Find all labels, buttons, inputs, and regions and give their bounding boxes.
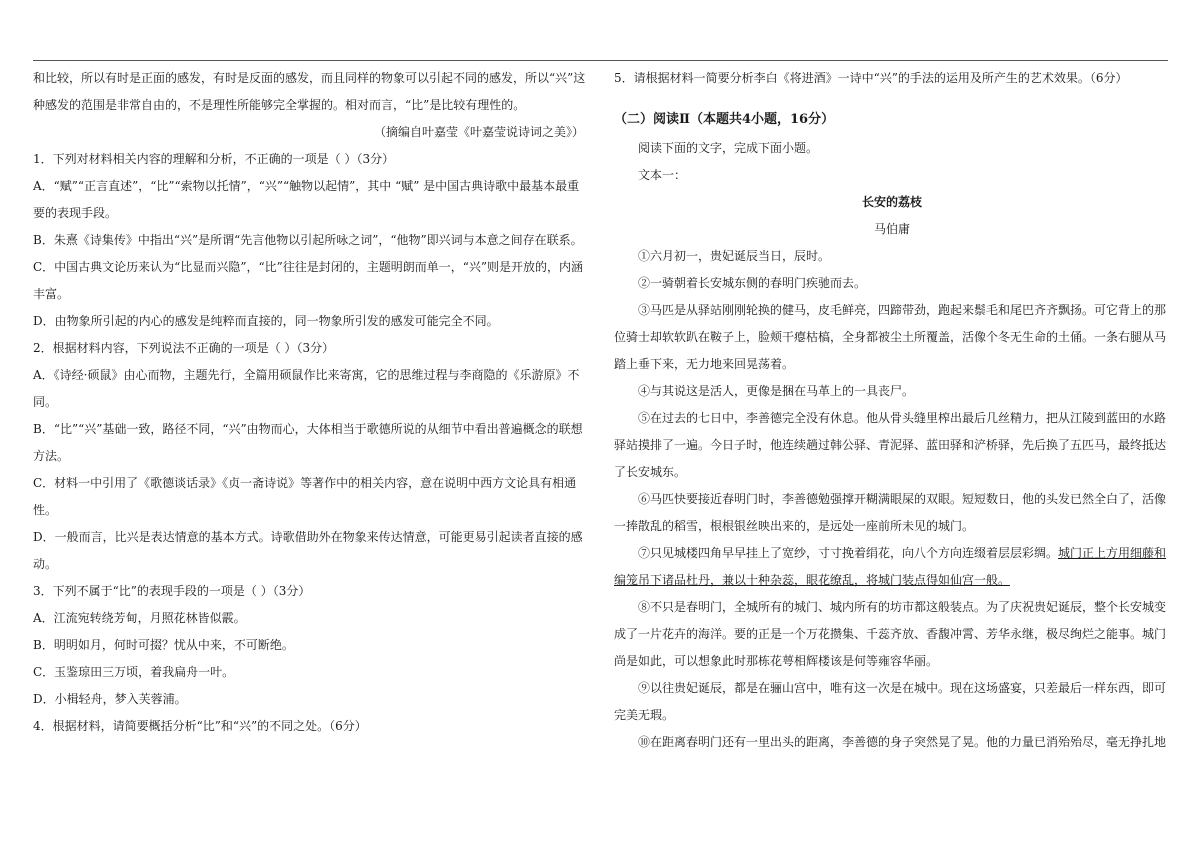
left-paragraph — [33, 605, 588, 632]
right-paragraph — [614, 405, 1170, 486]
paragraph-text: B．“比”“兴”基础一致，路径不同，“兴”由物而心，大体相当于歌德所说的从细节中看出普遍概念的联想方法。 — [33, 422, 583, 463]
left-paragraph — [33, 308, 588, 335]
right-paragraph — [614, 243, 1170, 270]
paragraph-text: 和比较，所以有时是正面的感发，有时是反面的感发，而且同样的物象可以引起不同的感发，所以“兴”这种感发的范围是非常自由的，不是理性所能够完全掌握的。相对而言，“比”是比较有理性的。 — [33, 71, 586, 112]
right-paragraph — [614, 270, 1170, 297]
paragraph-text: ②一骑朝着长安城东侧的春明门疾驰而去。 — [638, 276, 867, 290]
right-paragraph — [614, 486, 1170, 540]
paragraph-text: B．明明如月，何时可掇？忧从中来，不可断绝。 — [33, 638, 294, 652]
left-paragraph — [33, 524, 588, 578]
paragraph-text: （摘编自叶嘉莹《叶嘉莹说诗词之美》） — [373, 125, 584, 139]
left-paragraph — [33, 119, 588, 146]
left-column — [33, 65, 588, 740]
paragraph-text: C．材料一中引用了《歌德谈话录》《贞一斋诗说》等著作中的相关内容，意在说明中西方文论具有相通性。 — [33, 476, 577, 517]
paragraph-text: ⑥马匹快要接近春明门时，李善德勉强撑开糊满眼屎的双眼。短短数日，他的头发已然全白了，活像一捧散乱的稻雪，根根银丝映出来的，是远处一座前所未见的城门。 — [614, 492, 1167, 533]
right-paragraph — [614, 216, 1170, 243]
left-paragraph — [33, 362, 588, 416]
right-paragraph — [614, 135, 1170, 162]
left-paragraph — [33, 227, 588, 254]
paragraph-text: 长安的荔枝 — [861, 195, 922, 209]
paragraph-text: A．《诗经·硕鼠》由心而物，主题先行，全篇用硕鼠作比来寄寓，它的思维过程与李商隐的《乐游原》不同。 — [33, 368, 580, 409]
left-paragraph — [33, 146, 588, 173]
left-paragraph — [33, 470, 588, 524]
paragraph-text: 3．下列不属于“比”的表现手段的一项是（ ）（3分） — [33, 584, 311, 598]
paragraph-text: B．朱熹《诗集传》中指出“兴”是所谓“先言他物以引起所咏之词”，“他物”即兴词与本意之间存在联系。 — [33, 233, 583, 247]
paragraph-text: C．玉鉴琼田三万顷，着我扁舟一叶。 — [33, 665, 235, 679]
left-paragraph — [33, 416, 588, 470]
right-paragraph — [614, 729, 1170, 756]
paragraph-text: 马伯庸 — [873, 222, 910, 236]
right-paragraph — [614, 106, 1170, 133]
header-rule — [33, 60, 1168, 61]
left-paragraph — [33, 254, 588, 308]
paragraph-text: 5．请根据材料一简要分析李白《将进酒》一诗中“兴”的手法的运用及所产生的艺术效果。（6分） — [614, 71, 1128, 85]
paragraph-text: ⑧不只是春明门，全城所有的城门、城内所有的坊市都这般装点。为了庆祝贵妃诞辰，整个长安城变成了一片花卉的海洋。要的正是一个万花攒集、千蕊齐放、香馥冲霄、芳华永继，极尽绚烂之能事。城门尚是如此，可以想象此时那栋花萼相辉楼该是何等雍容华丽。 — [614, 600, 1167, 668]
right-paragraph — [614, 540, 1170, 594]
right-paragraph — [614, 675, 1170, 729]
left-paragraph — [33, 686, 588, 713]
left-paragraph — [33, 173, 588, 227]
right-paragraph — [614, 297, 1170, 378]
left-paragraph — [33, 659, 588, 686]
right-paragraph — [614, 162, 1170, 189]
paragraph-text: 2．根据材料内容，下列说法不正确的一项是（ ）（3分） — [33, 341, 335, 355]
paragraph-text: ③马匹是从驿站刚刚轮换的健马，皮毛鲜亮，四蹄带劲，跑起来鬃毛和尾巴齐齐飘扬。可它背上的那位骑士却软软趴在鞍子上，脸颊干瘪枯槁，全身都被尘土所覆盖，活像个冬无生命的土俑。一条右腿从马踏上垂下来，无力地来回晃荡着。 — [614, 303, 1167, 371]
paragraph-text: ①六月初一，贵妃诞辰当日，辰时。 — [638, 249, 831, 263]
left-paragraph — [33, 713, 588, 740]
paragraph-text: D．小楫轻舟，梦入芙蓉浦。 — [33, 692, 187, 706]
paragraph-text: ⑩在距离春明门还有一里出头的距离，李善德的身子突然晃了晃。他的力量已消殆殆尽，毫无挣扎地 — [638, 735, 1167, 749]
paragraph-text: ⑨以往贵妃诞辰，都是在骊山宫中，唯有这一次是在城中。现在这场盛宴，只差最后一样东西，即可完美无瑕。 — [614, 681, 1167, 722]
paragraph-text: A．江流宛转绕芳甸，月照花林皆似霰。 — [33, 611, 246, 625]
paragraph-text: C．中国古典文论历来认为“比显而兴隐”，“比”往往是封闭的，主题明朗而单一，“兴”则是开放的，内涵丰富。 — [33, 260, 583, 301]
right-paragraph — [614, 189, 1170, 216]
paragraph-text: ⑤在过去的七日中，李善德完全没有休息。他从骨头缝里榨出最后几丝精力，把从江陵到蓝田的水路驿站摸排了一遍。今日子时，他连续趟过韩公驿、青泥驿、蓝田驿和浐桥驿，先后换了五匹马，最终抵达了长安城东。 — [614, 411, 1167, 479]
underlined-text: 城门正上方用细藤和编笼吊下诸品杜丹，兼以十种杂蕊，眼花缭乱，将城门装点得如仙宫一般。 — [614, 546, 1167, 587]
paragraph-text: ⑦只见城楼四角早早挂上了宽纱，寸寸挽着绢花，向八个方向连缀着层层彩绸。 — [638, 546, 1059, 560]
left-paragraph — [33, 578, 588, 605]
paragraph-text: ④与其说这是活人，更像是捆在马革上的一具丧尸。 — [638, 384, 915, 398]
paragraph-text: 阅读下面的文字，完成下面小题。 — [638, 141, 819, 155]
left-paragraph — [33, 335, 588, 362]
right-column — [614, 65, 1170, 756]
paragraph-text: （二）阅读Ⅱ（本题共4小题，16分） — [614, 112, 835, 127]
paragraph-text: D．由物象所引起的内心的感发是纯粹而直接的，同一物象所引发的感发可能完全不同。 — [33, 314, 499, 328]
paragraph-text: 文本一： — [638, 168, 687, 182]
paragraph-text: A．“赋”“正言直述”，“比”“索物以托情”，“兴”“触物以起情”，其中 “赋” 是中国古典诗歌中最基本最重要的表现手段。 — [33, 179, 580, 220]
right-paragraph — [614, 378, 1170, 405]
paragraph-text: 1．下列对材料相关内容的理解和分析，不正确的一项是（ ）（3分） — [33, 152, 395, 166]
left-paragraph — [33, 65, 588, 119]
right-paragraph — [614, 594, 1170, 675]
right-paragraph — [614, 65, 1170, 92]
paragraph-text: D．一般而言，比兴是表达情意的基本方式。诗歌借助外在物象来传达情意，可能更易引起读者直接的感动。 — [33, 530, 583, 571]
left-paragraph — [33, 632, 588, 659]
paragraph-text: 4．根据材料，请简要概括分析“比”和“兴”的不同之处。（6分） — [33, 719, 367, 733]
